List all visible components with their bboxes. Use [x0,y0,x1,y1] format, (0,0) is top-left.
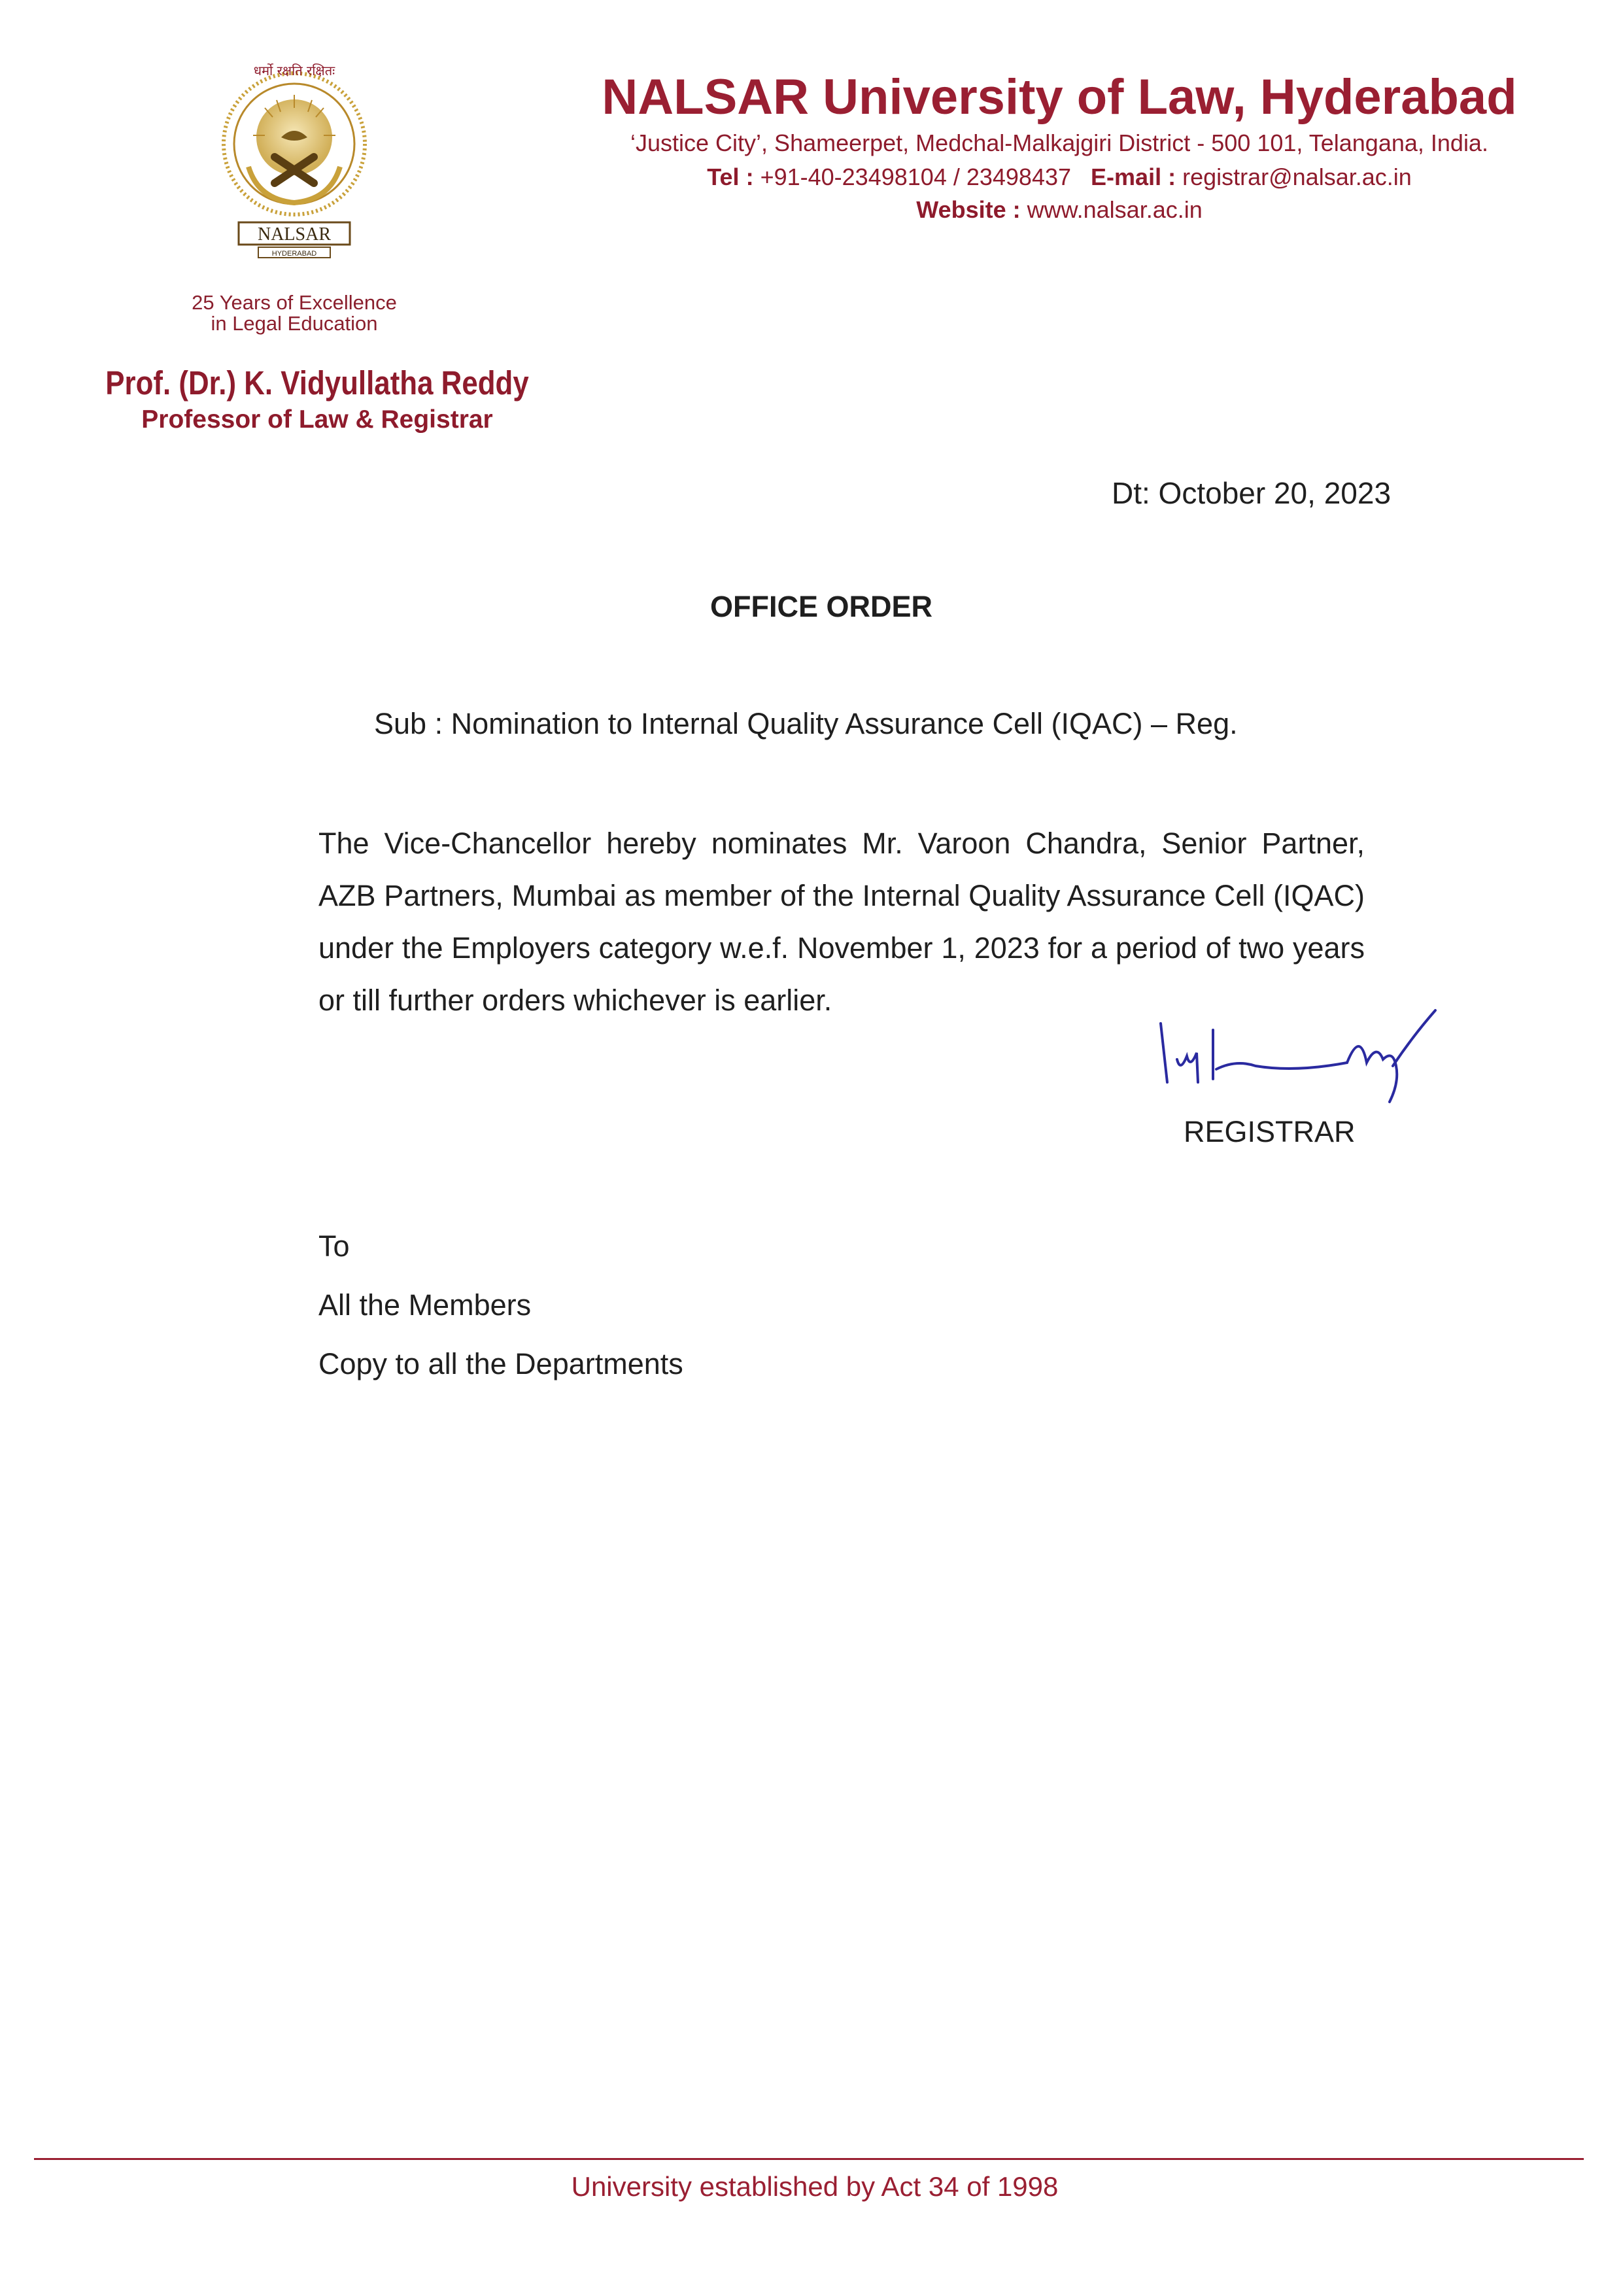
recipient-item: Copy to all the Departments [318,1347,683,1380]
signatory-label: REGISTRAR [1184,1115,1356,1148]
footer-divider [34,2158,1584,2160]
email-value[interactable]: registrar@nalsar.ac.in [1182,163,1412,190]
motto-line-1: 25 Years of Excellence [192,291,397,314]
registrar-title: Professor of Law & Registrar [141,405,493,434]
logo-top-text: धर्मो रक्षति रक्षितः [253,63,335,78]
tel-value: +91-40-23498104 / 23498437 [760,163,1072,190]
website-label: Website : [916,196,1021,223]
letter-subject: Sub : Nomination to Internal Quality Assurance Cell (IQAC) – Reg. [374,707,1238,740]
footer-text: University established by Act 34 of 1998 [571,2171,1059,2202]
letter-body: The Vice-Chancellor hereby nominates Mr. Varoon Chandra, Senior Partner, AZB Partners, Mumbai as member of the Internal Quality Assurance Cell (IQAC) under the Employers category w.e.f. November 1, 2023 for a period of two years or till further orders whichever is earlier. [318,827,1365,1017]
website-value[interactable]: www.nalsar.ac.in [1027,196,1203,223]
recipient-item: All the Members [318,1288,532,1322]
letter-date: Dt: October 20, 2023 [1112,476,1392,510]
signature-image [1151,1004,1445,1108]
tel-label: Tel : [707,163,754,190]
to-label: To [318,1229,350,1263]
website-line [575,196,1543,224]
registrar-name: Prof. (Dr.) K. Vidyullatha Reddy [105,364,529,402]
order-heading: OFFICE ORDER [709,590,932,623]
motto [144,292,445,334]
university-name: NALSAR University of Law, Hyderabad [602,69,1517,125]
university-address: ‘Justice City’, Shameerpet, Medchal-Malkajgiri District - 500 101, Telangana, India. [630,129,1488,156]
email-label: E-mail : [1091,163,1176,190]
logo-text: NALSAR [257,224,332,245]
logo-subtext: HYDERABAD [271,250,317,258]
contact-line [575,163,1543,191]
nalsar-emblem-icon [213,62,376,265]
motto-line-2: in Legal Education [211,312,378,335]
